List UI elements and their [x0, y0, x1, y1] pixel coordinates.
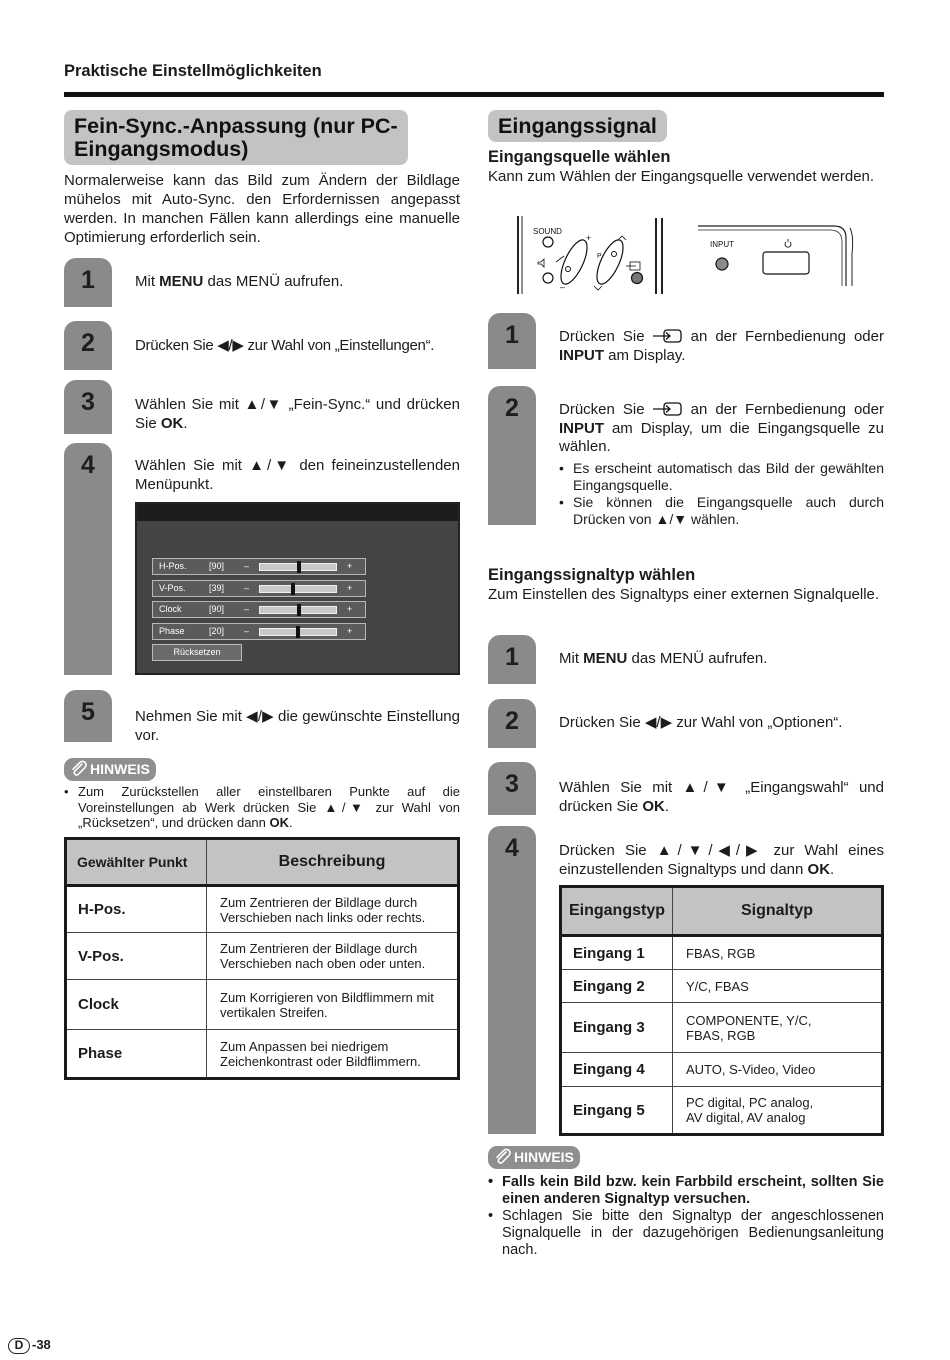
control-panel-illustration	[516, 214, 868, 296]
table-cell-value: PC digital, PC analog, AV digital, AV analog	[673, 1087, 883, 1135]
step-text-1: Mit MENU das MENÜ aufrufen.	[135, 273, 344, 290]
table-cell-value: Zum Anpassen bei niedrigem Zeichenkontrast oder Bildflimmern.	[207, 1030, 459, 1079]
type-step-number-2: 2	[505, 707, 519, 735]
p-label: P	[597, 253, 602, 260]
table-cell-key: Eingang 2	[561, 970, 673, 1003]
minus-label: –	[560, 282, 566, 292]
source-step-number-1: 1	[505, 321, 519, 349]
table-row	[66, 980, 459, 1030]
osd-minus-label: –	[244, 561, 250, 571]
sound-label: SOUND	[533, 227, 562, 236]
osd-row-label: H-Pos.	[159, 561, 187, 571]
table-row	[561, 1053, 883, 1087]
table-cell-value: FBAS, RGB	[673, 936, 883, 970]
type-step-text-3: Wählen Sie mit ▲/▼ „Eingangswahl“ und drücken Sie OK.	[559, 779, 884, 815]
source-intro: Kann zum Wählen der Eingangsquelle verwendet werden.	[488, 168, 875, 185]
osd-row[interactable]	[152, 580, 366, 597]
paperclip-icon	[70, 760, 88, 778]
table-cell-key: H-Pos.	[66, 886, 207, 933]
osd-slider-thumb[interactable]	[297, 604, 301, 616]
type-step-text-4: Drücken Sie ▲/▼/◀/▶ zur Wahl eines einzustellenden Signaltyps und dann OK.	[559, 842, 884, 878]
osd-row[interactable]	[152, 623, 366, 640]
type-step-number-1: 1	[505, 643, 519, 671]
table-cell-value: Y/C, FBAS	[673, 970, 883, 1003]
osd-minus-label: –	[244, 604, 250, 614]
osd-minus-label: –	[244, 625, 250, 636]
table-cell-value: COMPONENTE, Y/C, FBAS, RGB	[673, 1003, 883, 1053]
right-notes	[488, 1174, 884, 1259]
step-text-3: Wählen Sie mit ▲/▼ „Fein-Sync.“ und drücken Sie OK.	[135, 396, 460, 432]
paperclip-icon	[494, 1148, 512, 1166]
table-row	[66, 933, 459, 980]
osd-row[interactable]	[152, 601, 366, 618]
table-cell-value: Zum Zentrieren der Bildlage durch Verschieben nach links oder rechts.	[207, 886, 459, 933]
osd-plus-label: +	[347, 582, 353, 593]
table-header-signal-type: Signaltyp	[673, 887, 883, 936]
hinweis-label-right: HINWEIS	[514, 1149, 574, 1165]
table-row	[561, 936, 883, 970]
input-source-icon	[653, 329, 683, 343]
left-note-item: • Zum Zurückstellen aller einstellbaren Punkte auf die Voreinstellungen ab Werk drücken Sie ▲/▼ zur Wahl von „Rücksetzen“, und drücken dann OK.	[64, 784, 460, 831]
osd-row-label: Phase	[159, 625, 185, 636]
table-cell-key: Phase	[66, 1030, 207, 1079]
osd-reset-button[interactable]: Rücksetzen	[152, 644, 242, 661]
type-step-number-4: 4	[505, 834, 519, 862]
bullet-item: • Sie können die Eingangsquelle auch durch Drücken von ▲/▼ wählen.	[559, 494, 884, 528]
language-circle: D	[8, 1338, 30, 1354]
left-note	[64, 784, 460, 831]
table-row	[66, 886, 459, 933]
step-number-2: 2	[81, 329, 95, 357]
osd-plus-label: +	[347, 625, 353, 636]
table-cell-key: Eingang 3	[561, 1003, 673, 1053]
osd-plus-label: +	[347, 604, 353, 614]
table-cell-key: V-Pos.	[66, 933, 207, 980]
table-row	[561, 1087, 883, 1135]
type-step-number-3: 3	[505, 770, 519, 798]
osd-slider-track[interactable]	[259, 585, 337, 593]
mute-button	[543, 273, 553, 283]
osd-slider-thumb[interactable]	[297, 561, 301, 573]
source-step-text-2: Drücken Sie an der Fernbedienung oder INPUT am Display, um die Eingangsquelle zu wählen.	[559, 401, 884, 455]
step-text-4: Wählen Sie mit ▲/▼ den feineinzustellenden Menüpunkt.	[135, 457, 460, 493]
left-section-title	[64, 110, 408, 165]
table-row	[66, 1030, 459, 1079]
page-number-text: -38	[32, 1337, 51, 1352]
channel-rocker	[592, 236, 629, 287]
osd-slider-track[interactable]	[259, 563, 337, 571]
panel-input-button	[716, 258, 728, 270]
source-step-number-2: 2	[505, 394, 519, 422]
type-step-text-2: Drücken Sie ◀/▶ zur Wahl von „Optionen“.	[559, 714, 843, 731]
step-number-4: 4	[81, 451, 95, 479]
table-cell-value: Zum Zentrieren der Bildlage durch Verschieben nach oben oder unten.	[207, 933, 459, 980]
left-title-line1: Fein-Sync.-Anpassung (nur PC-	[74, 114, 398, 138]
step-number-1: 1	[81, 266, 95, 294]
hinweis-label-left: HINWEIS	[90, 761, 150, 777]
table-cell-value: Zum Korrigieren von Bildflimmern mit vertikalen Streifen.	[207, 980, 459, 1030]
source-bullets	[559, 460, 884, 528]
bullet-item: • Es erscheint automatisch das Bild der gewählten Eingangsquelle.	[559, 460, 884, 494]
hinweis-badge-left	[64, 758, 156, 781]
hinweis-badge-right	[488, 1146, 580, 1169]
right-section-title: Eingangssignal	[488, 110, 667, 142]
osd-row-value: [90]	[209, 561, 225, 571]
osd-title-bar	[137, 504, 458, 521]
header-rule	[64, 92, 884, 97]
page-header: Praktische Einstellmöglichkeiten	[64, 62, 322, 80]
input-button	[632, 273, 643, 284]
step-number-3: 3	[81, 388, 95, 416]
osd-row-label: V-Pos.	[159, 582, 186, 593]
volume-rocker	[556, 236, 593, 287]
table-cell-value: AUTO, S-Video, Video	[673, 1053, 883, 1087]
speaker-icon	[538, 259, 544, 267]
table-cell-key: Eingang 1	[561, 936, 673, 970]
signal-type-intro: Zum Einstellen des Signaltyps einer externen Signalquelle.	[488, 586, 880, 603]
signal-type-table	[559, 885, 884, 1136]
osd-row-value: [39]	[209, 582, 225, 593]
input-panel-label: INPUT	[710, 240, 734, 249]
type-step-bar-4	[488, 826, 536, 1134]
type-step-text-1: Mit MENU das MENÜ aufrufen.	[559, 650, 768, 667]
left-intro: Normalerweise kann das Bild zum Ändern der Bildlage mühelos mit Auto-Sync. den Erfordernissen angepasst werden. In manchen Fällen kann allerdings eine manuelle Optimierung erforderlich sein.	[64, 172, 460, 246]
osd-row-label: Clock	[159, 604, 182, 614]
fine-sync-table	[64, 837, 460, 1080]
signal-type-heading: Eingangssignaltyp wählen	[488, 566, 696, 584]
osd-row-value: [90]	[209, 604, 225, 614]
osd-plus-label: +	[347, 561, 353, 571]
table-cell-key: Eingang 4	[561, 1053, 673, 1087]
table-cell-key: Eingang 5	[561, 1087, 673, 1135]
table-cell-key: Clock	[66, 980, 207, 1030]
osd-slider-track[interactable]	[259, 628, 337, 636]
note-item: • Schlagen Sie bitte den Signaltyp der angeschlossenen Signalquelle in der dazugehörigen Bedienungsanleitung nach.	[488, 1208, 884, 1259]
step-text-2: Drücken Sie ◀/▶ zur Wahl von „Einstellungen“.	[135, 337, 435, 354]
source-heading: Eingangsquelle wählen	[488, 148, 671, 166]
left-title-line2: Eingangsmodus)	[74, 137, 249, 161]
step-number-5: 5	[81, 698, 95, 726]
osd-screenshot	[135, 502, 460, 675]
plus-label: +	[586, 233, 592, 243]
table-header-item: Gewählter Punkt	[66, 839, 207, 886]
step-text-5: Nehmen Sie mit ◀/▶ die gewünschte Einstellung vor.	[135, 708, 460, 744]
sound-button	[543, 237, 553, 247]
power-icon	[785, 239, 791, 247]
osd-slider-track[interactable]	[259, 606, 337, 614]
input-source-icon	[653, 402, 683, 416]
osd-slider-thumb[interactable]	[291, 583, 295, 595]
osd-row[interactable]	[152, 558, 366, 575]
table-row	[561, 970, 883, 1003]
osd-minus-label: –	[244, 582, 250, 593]
table-header-input-type: Eingangstyp	[561, 887, 673, 936]
osd-slider-thumb[interactable]	[296, 626, 300, 638]
note-item: • Falls kein Bild bzw. kein Farbbild erscheint, sollten Sie einen anderen Signaltyp versuchen.	[488, 1174, 884, 1208]
table-header-description: Beschreibung	[207, 839, 459, 886]
table-row	[561, 1003, 883, 1053]
osd-row-value: [20]	[209, 625, 225, 636]
power-button	[763, 252, 809, 274]
source-step-text-1: Drücken Sie an der Fernbedienung oder INPUT am Display.	[559, 328, 884, 364]
page-number	[8, 1337, 51, 1354]
